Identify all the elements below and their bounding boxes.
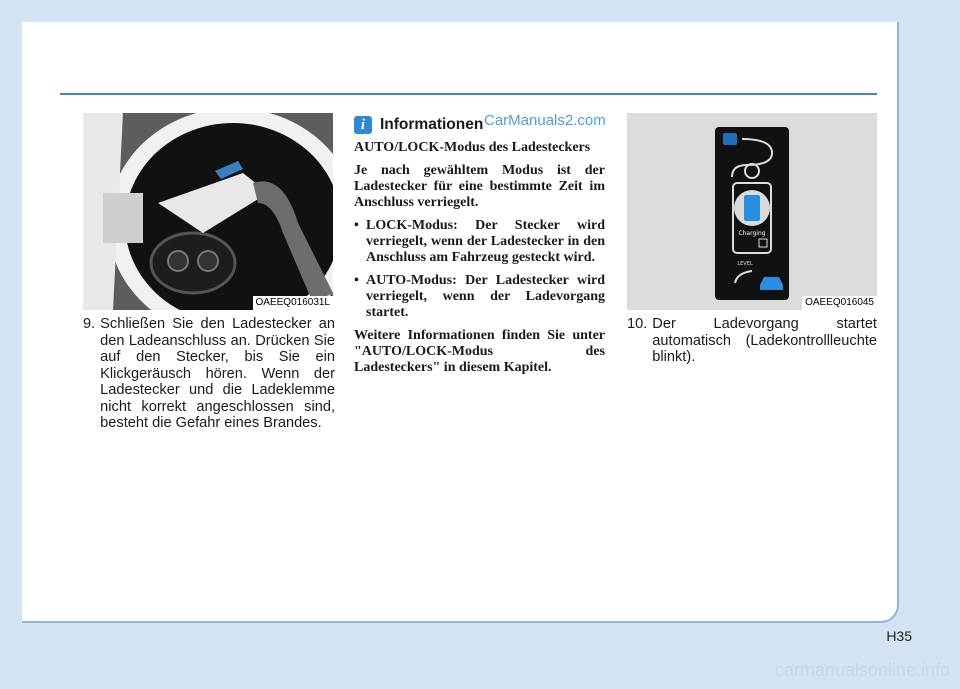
page-number: H35 <box>886 628 912 644</box>
info-bullet-lock <box>354 218 605 266</box>
step-text: Der Ladevorgang startet automatisch (Ladekontrollleuchte blinkt). <box>652 316 877 365</box>
info-title: Informationen <box>380 116 484 133</box>
figure-code-left: OAEEQ016031L <box>253 296 334 310</box>
panel-label-level: LEVEL <box>737 261 753 267</box>
info-bullet-auto <box>354 273 605 321</box>
step-10 <box>627 316 877 366</box>
charging-port-photo <box>83 113 333 310</box>
step-text: Schließen Sie den Ladestecker an den Ladeanschluss an. Drücken Sie auf den Stecker, bis Sie ein Klickgeräusch hören. Wenn der Ladestecker und die Ladeklemme nicht korrekt angeschlossen sind, besteht die Gefahr eines Brandes. <box>100 316 335 431</box>
step-number: 9. <box>83 316 96 332</box>
info-box <box>354 116 605 383</box>
bullet-dot: • <box>354 218 359 233</box>
info-para-3: Weitere Informationen finden Sie unter "AUTO/LOCK-Modus des Ladesteckers" in diesem Kapitel. <box>354 328 605 375</box>
watermark-link[interactable]: CarManuals2.com <box>484 112 606 129</box>
charging-port-illustration <box>83 113 333 310</box>
step-9 <box>83 316 335 432</box>
bullet-dot: • <box>354 273 359 288</box>
step-number: 10. <box>627 316 648 332</box>
charging-indicator-illustration <box>627 113 877 310</box>
footer-watermark[interactable]: carmanualsonline.info <box>774 660 950 680</box>
info-icon: i <box>354 116 372 134</box>
info-para-2: Je nach gewähltem Modus ist der Ladestecker für eine bestimmte Zeit im Anschluss verriegelt. <box>354 163 605 210</box>
charging-indicator-figure <box>627 113 877 310</box>
figure-code-right: OAEEQ016045 <box>802 296 877 310</box>
header-rule <box>60 93 877 95</box>
bullet-text: AUTO-Modus: Der Ladestecker wird verriegelt, wenn der Ladevorgang startet. <box>366 273 605 320</box>
bullet-text: LOCK-Modus: Der Stecker wird verriegelt, wenn der Ladestecker in den Anschluss am Fahrzeug gesteckt wird. <box>366 218 605 265</box>
info-para-1: AUTO/LOCK-Modus des Ladesteckers <box>354 140 591 155</box>
panel-label-charging: Charging <box>738 230 766 237</box>
